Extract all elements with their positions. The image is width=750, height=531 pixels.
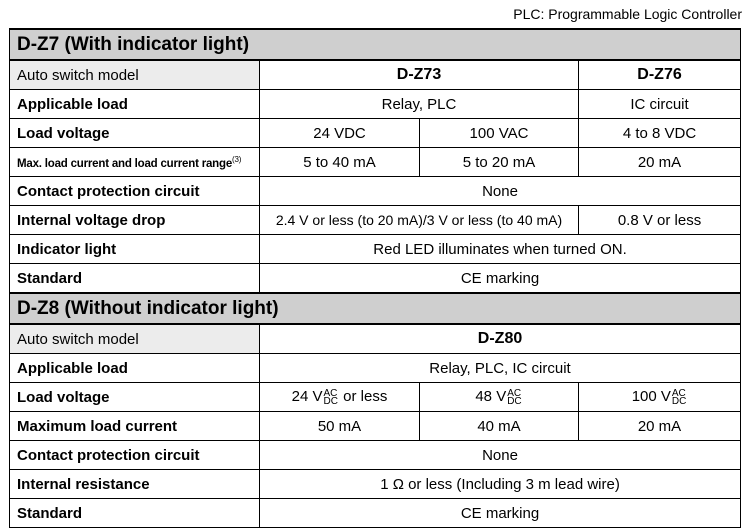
dc-label: DC xyxy=(507,395,522,407)
cell: 1 Ω or less (Including 3 m lead wire) xyxy=(260,470,741,499)
section-header-d-z8 xyxy=(10,293,741,324)
cell: 20 mA xyxy=(579,412,741,441)
section-title: D-Z7 (With indicator light) xyxy=(10,29,741,60)
cell: 100 VAC xyxy=(420,119,579,148)
cell: 5 to 20 mA xyxy=(420,148,579,177)
row-label: Indicator light xyxy=(10,235,260,264)
row-label: Load voltage xyxy=(10,383,260,412)
table-row xyxy=(10,383,741,412)
row-label: Applicable load xyxy=(10,90,260,119)
auto-switch-spec-table xyxy=(9,28,741,528)
cell xyxy=(420,383,579,412)
table-row xyxy=(10,119,741,148)
cell: 5 to 40 mA xyxy=(260,148,420,177)
plc-abbreviation-note: PLC: Programmable Logic Controller xyxy=(513,6,742,22)
model-row xyxy=(10,60,741,90)
cell: 0.8 V or less xyxy=(579,206,741,235)
cell: Red LED illuminates when turned ON. xyxy=(260,235,741,264)
section-title: D-Z8 (Without indicator light) xyxy=(10,293,741,324)
row-label: Auto switch model xyxy=(10,324,260,354)
model-d-z76: D-Z76 xyxy=(579,60,741,90)
cell: None xyxy=(260,177,741,206)
model-d-z80: D-Z80 xyxy=(260,324,741,354)
voltage-suffix: or less xyxy=(338,388,388,406)
table-row xyxy=(10,354,741,383)
row-label: Standard xyxy=(10,264,260,294)
table-row xyxy=(10,264,741,294)
row-label: Auto switch model xyxy=(10,60,260,90)
row-label xyxy=(10,148,260,177)
table-row xyxy=(10,412,741,441)
cell: 24 VDC xyxy=(260,119,420,148)
voltage-value: 48 V xyxy=(475,388,507,406)
row-label: Contact protection circuit xyxy=(10,441,260,470)
model-row xyxy=(10,324,741,354)
cell xyxy=(260,383,420,412)
table-row xyxy=(10,499,741,528)
cell: 20 mA xyxy=(579,148,741,177)
footnote-ref: (3) xyxy=(232,154,242,164)
table-row xyxy=(10,90,741,119)
row-label-text: Max. load current and load current range xyxy=(17,157,233,170)
row-label: Contact protection circuit xyxy=(10,177,260,206)
row-label: Load voltage xyxy=(10,119,260,148)
dc-label: DC xyxy=(323,395,338,407)
cell: 2.4 V or less (to 20 mA)/3 V or less (to 40 mA) xyxy=(260,206,579,235)
ac-label: AC xyxy=(507,387,522,399)
row-label: Maximum load current xyxy=(10,412,260,441)
cell: Relay, PLC, IC circuit xyxy=(260,354,741,383)
table-row xyxy=(10,206,741,235)
cell: 40 mA xyxy=(420,412,579,441)
model-d-z73: D-Z73 xyxy=(260,60,579,90)
ac-dc-symbol xyxy=(671,387,687,407)
row-label: Standard xyxy=(10,499,260,528)
dc-label: DC xyxy=(671,395,687,407)
ac-dc-symbol xyxy=(507,387,522,407)
table-row xyxy=(10,470,741,499)
ac-dc-symbol xyxy=(323,387,338,407)
voltage-value: 24 V xyxy=(291,388,323,406)
cell xyxy=(579,383,741,412)
row-label: Applicable load xyxy=(10,354,260,383)
cell: 50 mA xyxy=(260,412,420,441)
cell: None xyxy=(260,441,741,470)
row-label: Internal resistance xyxy=(10,470,260,499)
cell: 4 to 8 VDC xyxy=(579,119,741,148)
cell: CE marking xyxy=(260,499,741,528)
row-label: Internal voltage drop xyxy=(10,206,260,235)
table-row xyxy=(10,177,741,206)
ac-label: AC xyxy=(323,387,338,399)
table-row xyxy=(10,235,741,264)
cell: Relay, PLC xyxy=(260,90,579,119)
cell: IC circuit xyxy=(579,90,741,119)
table-row xyxy=(10,148,741,177)
ac-label: AC xyxy=(671,387,686,399)
section-header-d-z7 xyxy=(10,29,741,60)
voltage-value: 100 V xyxy=(631,388,671,406)
cell: CE marking xyxy=(260,264,741,294)
table-row xyxy=(10,441,741,470)
